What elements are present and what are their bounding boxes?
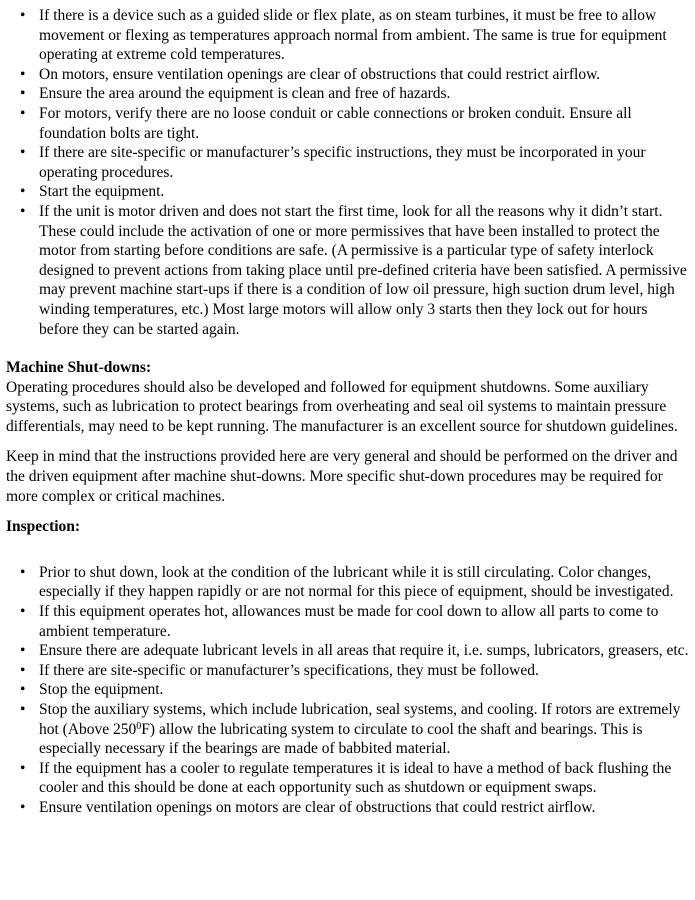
list-item-text: On motors, ensure ventilation openings are clear of obstructions that could restrict airflow.	[39, 65, 601, 83]
startup-checklist	[6, 6, 689, 339]
shutdowns-note-paragraph: Keep in mind that the instructions provided here are very general and should be performed on the driver and the driven equipment after machine shut-downs. More specific shut-down procedures may be required for more complex or critical machines.	[6, 448, 678, 505]
list-item	[6, 104, 689, 143]
degree-superscript: 0	[136, 720, 142, 732]
bullet-icon: •	[20, 144, 26, 162]
list-item	[6, 202, 689, 339]
bullet-icon: •	[20, 85, 26, 103]
list-item	[6, 661, 689, 681]
list-item	[6, 182, 689, 202]
list-item-text: If there are site-specific or manufacturer’s specifications, they must be followed.	[39, 661, 539, 679]
list-item	[6, 700, 689, 759]
list-item-text: If this equipment operates hot, allowances must be made for cool down to allow all parts to come to ambient temperature.	[39, 603, 659, 640]
list-item-text: If there is a device such as a guided slide or flex plate, as on steam turbines, it must be free to allow movement or flexing as temperatures approach normal from ambient. The same is true for equipment operating at extreme cold temperatures.	[39, 7, 667, 64]
section-heading-inspection: Inspection:	[6, 518, 81, 536]
bullet-icon: •	[20, 661, 26, 679]
inspection-checklist	[6, 563, 689, 818]
list-item-text: Prior to shut down, look at the condition of the lubricant while it is still circulating. Color changes, especially if they happen rapidly or are not normal for this piece of equipment, should be investigated.	[39, 563, 674, 601]
list-item	[6, 143, 689, 182]
list-item-text-after: F) allow the lubricating system to circulate to cool the shaft and bearings. This is especially necessary if the bearings are made of babbited material.	[39, 720, 643, 758]
list-item-text: If there are site-specific or manufacturer’s specific instructions, they must be incorporated in your operating procedures.	[39, 144, 646, 181]
bullet-icon: •	[20, 681, 26, 699]
list-item-text: Stop the equipment.	[39, 681, 164, 699]
list-item-text: If the unit is motor driven and does not start the first time, look for all the reasons why it didn’t start. These could include the activation of one or more permissives that have been installed to protect the motor from starting before conditions are safe. (A permissive is a particular type of safety interlock designed to prevent actions from taking place until pre-defined criteria have been satisfied. A permissive may prevent machine start-ups if there is a condition of low oil pressure, high suction drum level, high winding temperatures, etc.) Most large motors will allow only 3 starts then they lock out for hours before they can be started again.	[39, 202, 687, 338]
list-item-text: Ensure the area around the equipment is clean and free of hazards.	[39, 85, 451, 103]
list-item-text: For motors, verify there are no loose conduit or cable connections or broken conduit. Ensure all foundation bolts are tight.	[39, 104, 632, 142]
bullet-icon: •	[20, 798, 26, 816]
bullet-icon: •	[20, 183, 26, 201]
list-item-text: If the equipment has a cooler to regulate temperatures it is ideal to have a method of back flushing the cooler and this should be done at each opportunity such as shutdown or equipment swaps.	[39, 759, 672, 797]
bullet-icon: •	[20, 563, 26, 581]
list-item	[6, 759, 689, 798]
list-item	[6, 84, 689, 104]
list-item	[6, 680, 689, 700]
list-item	[6, 65, 689, 85]
bullet-icon: •	[20, 603, 26, 621]
section-heading-shutdowns: Machine Shut-downs:	[6, 359, 152, 377]
bullet-icon: •	[20, 701, 26, 718]
list-item-text-before: Stop the auxiliary systems, which include lubrication, seal systems, and cooling. If rotors are extremely hot (Above 250	[39, 701, 681, 738]
bullet-icon: •	[20, 759, 26, 777]
list-item-text: Ensure there are adequate lubricant levels in all areas that require it, i.e. sumps, lubricators, greasers, etc.	[39, 642, 689, 660]
bullet-icon: •	[20, 7, 26, 24]
list-item	[6, 563, 689, 602]
list-item-text: Start the equipment.	[39, 183, 165, 201]
bullet-icon: •	[20, 642, 26, 660]
list-item	[6, 602, 689, 641]
list-item	[6, 641, 689, 661]
list-item	[6, 6, 689, 65]
shutdowns-paragraph: Operating procedures should also be developed and followed for equipment shutdowns. Some auxiliary systems, such as lubrication to protect bearings from overheating and seal oil systems to maintain pressure differentials, may need to be kept running. The manufacturer is an excellent source for shutdown guidelines.	[6, 378, 678, 435]
bullet-icon: •	[20, 65, 26, 83]
bullet-icon: •	[20, 104, 26, 122]
bullet-icon: •	[20, 202, 26, 220]
list-item-text: Ensure ventilation openings on motors are clear of obstructions that could restrict airflow.	[39, 798, 596, 816]
list-item	[6, 798, 689, 818]
